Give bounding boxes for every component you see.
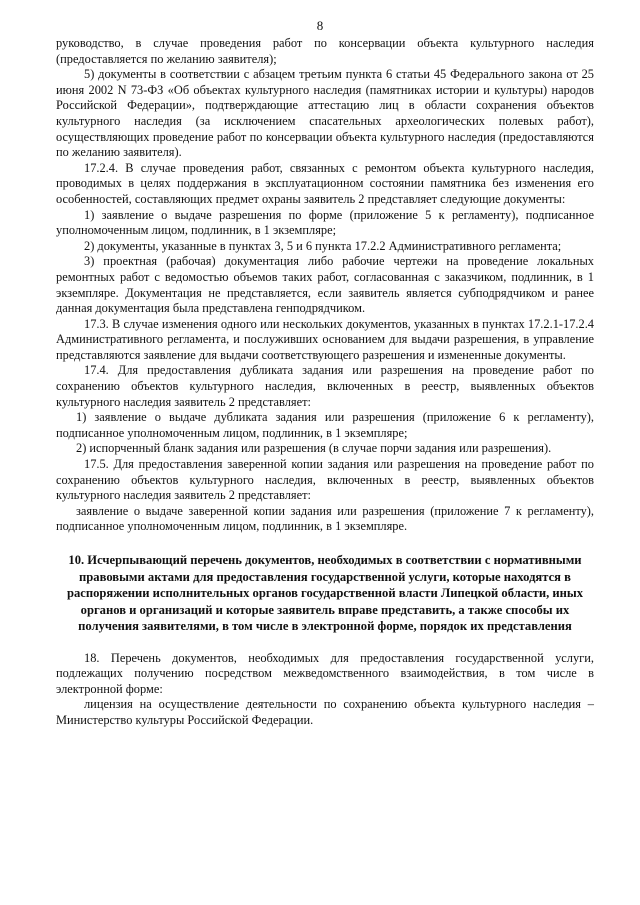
section-heading: 10. Исчерпывающий перечень документов, необходимых в соответствии с нормативными правовыми актами для предоставления государственной услуги, которые находятся в распоряжении исполнительных органов государственной власти Липецкой области, иных органов и организаций и которые заявитель вправе представить, а также способы их получения заявителями, в том числе в электронной форме, порядок их представления xyxy=(66,553,584,633)
list-item: 1) заявление о выдаче дубликата задания или разрешения (приложение 6 к регламенту), подписанное уполномоченным лицом, подлинник, в 1 экземпляре; xyxy=(56,410,594,440)
list-item: 1) заявление о выдаче разрешения по форме (приложение 5 к регламенту), подписанное уполномоченным лицом, подлинник, в 1 экземпляре; xyxy=(56,207,594,238)
paragraph: 17.3. В случае изменения одного или нескольких документов, указанных в пунктах 17.2.1-17.2.4 Административного регламента, и послуживших основанием для выдачи разрешения, в управление представляются заявление для выдачи соответствующего разрешения и измененные документы. xyxy=(56,316,594,362)
paragraph: 17.5. Для предоставления заверенной копии задания или разрешения на проведение работ по сохранению объектов культурного наследия, включенных в реестр, выявленных объектов культурного наследия заявитель 2 представляет: xyxy=(56,457,594,503)
list-item: 2) документы, указанные в пунктах 3, 5 и 6 пункта 17.2.2 Административного регламента; xyxy=(84,238,562,253)
paragraph: 17.2.4. В случае проведения работ, связанных с ремонтом объекта культурного наследия, проводимых в целях поддержания в эксплуатационном состоянии памятника без изменения его особенностей, составляющих предмет охраны заявитель 2 представляет следующие документы: xyxy=(56,160,594,206)
paragraph: 17.4. Для предоставления дубликата задания или разрешения на проведение работ по сохранению объектов культурного наследия, включенных в реестр, выявленных объектов культурного наследия заявитель 2 представляет: xyxy=(56,363,594,409)
paragraph: 18. Перечень документов, необходимых для предоставления государственной услуги, подлежащих получению посредством межведомственного взаимодействия, в том числе в электронной форме: xyxy=(56,650,594,696)
list-item: 2) испорченный бланк задания или разрешения (в случае порчи задания или разрешения). xyxy=(76,441,552,456)
paragraph: лицензия на осуществление деятельности по сохранению объекта культурного наследия – Министерство культуры Российской Федерации. xyxy=(56,697,594,727)
page-number: 8 xyxy=(316,18,324,33)
paragraph: руководство, в случае проведения работ по консервации объекта культурного наследия (предоставляется по желанию заявителя); xyxy=(56,36,594,66)
paragraph: заявление о выдаче заверенной копии задания или разрешения (приложение 7 к регламенту), подписанное уполномоченным лицом, подлинник, в 1 экземпляре. xyxy=(56,503,594,534)
document-body xyxy=(56,36,594,728)
paragraph: 5) документы в соответствии с абзацем третьим пункта 6 статьи 45 Федерального закона от 25 июня 2002 N 73-ФЗ «Об объектах культурного наследия (памятниках истории и культуры) народов Российской Федерации», подтверждающие аттестацию лиц в области сохранения объектов культурного наследия (за исключением спасательных археологических полевых работ), осуществляющих проведение работ по консервации объекта культурного наследия (предоставляются по желанию заявителя). xyxy=(56,67,594,160)
list-item: 3) проектная (рабочая) документация либо рабочие чертежи на проведение локальных ремонтных работ с ведомостью объемов таких работ, согласованная с заказчиком, подлинник, в 1 экземпляре. Документация не представляется, если заявитель является субподрядчиком и ранее данная документация была представлена генподрядчиком. xyxy=(56,254,594,316)
